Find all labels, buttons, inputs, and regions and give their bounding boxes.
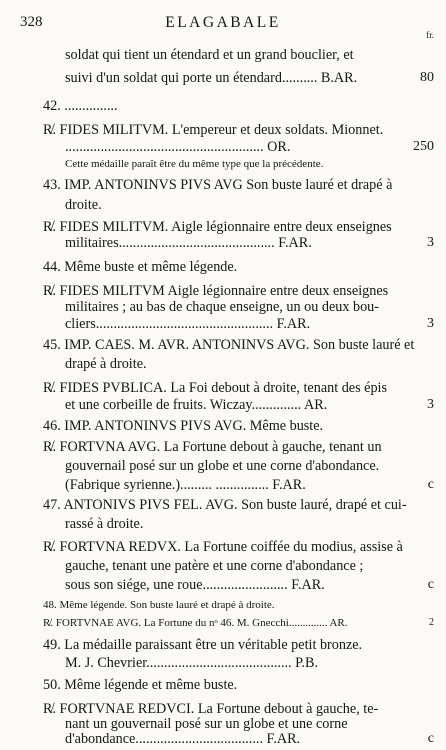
price-value: 3	[427, 397, 434, 412]
price-value: 3	[427, 316, 434, 331]
line-text: militaires ; au bas de chaque enseigne, un ou deux bou-	[65, 299, 380, 315]
text-line	[0, 95, 446, 117]
line-text: 43. IMP. ANTONINVS PIVS AVG Son buste lauré et drapé à	[43, 177, 393, 193]
line-text: gouvernail posé sur un globe et une corne d'abondance.	[65, 458, 380, 474]
line-text: M. J. Chevrier......................................... P.B.	[65, 655, 319, 671]
text-line	[0, 194, 446, 216]
text-line	[0, 415, 446, 437]
line-text: et une corbeille de fruits. Wiczay.............. AR.	[65, 397, 328, 413]
price-value: 2	[429, 617, 434, 628]
line-text: R̸. FIDES MILITVM. L'empereur et deux soldats. Mionnet.	[43, 122, 384, 138]
price-value: 3	[427, 235, 434, 250]
line-text: Cette médaille paraît être du même type que la précédente.	[65, 158, 324, 170]
line-text: drapé à droite.	[65, 356, 147, 372]
line-text: R̸. FIDES MILITVM Aigle légionnaire entre deux enseignes	[43, 283, 389, 299]
line-text: 49. La médaille paraissant être un véritable petit bronze.	[43, 637, 363, 653]
line-text: 44. Même buste et même légende.	[43, 259, 238, 275]
line-text: militaires............................................ F.AR.	[65, 235, 312, 251]
line-text: d'abondance.................................... F.AR.	[65, 731, 301, 747]
price-value: c	[427, 731, 434, 746]
text-line	[0, 394, 446, 416]
text-line	[0, 256, 446, 278]
line-text: R̸. FORTVNA REDVX. La Fortune coiffée du modius, assise à	[43, 539, 403, 555]
line-text: 42. ...............	[43, 98, 118, 114]
line-text: nant un gouvernail posé sur un globe et une corne	[65, 716, 348, 732]
line-text: R̸. FORTVNA AVG. La Fortune debout à gauche, tenant un	[43, 439, 382, 455]
running-title: ELAGABALE	[165, 14, 281, 31]
text-line	[0, 232, 446, 254]
price-value: c	[427, 577, 434, 592]
line-text: cliers.................................................. F.AR.	[65, 316, 311, 332]
text-line	[0, 574, 446, 596]
text-line	[0, 652, 446, 674]
text-line	[0, 67, 446, 89]
line-text: sous son siége, une roue........................ F.AR.	[65, 577, 325, 593]
text-line	[0, 174, 446, 196]
text-line	[0, 513, 446, 535]
text-line	[0, 313, 446, 335]
price-value: 80	[420, 70, 434, 85]
line-text: R̸. FIDES PVBLICA. La Foi debout à droite, tenant des épis	[43, 380, 388, 396]
text-line	[0, 153, 446, 175]
line-text: suivi d'un soldat qui porte un étendard.......... B.AR.	[65, 70, 358, 86]
price-value: 250	[413, 139, 434, 154]
line-text: soldat qui tient un étendard et un grand bouclier, et	[65, 47, 354, 63]
line-text: (Fabrique syrienne.)......... ............... F.AR.	[65, 477, 306, 493]
line-text: R̸. FORTVNAE AVG. La Fortune du nᵒ 46. M. Gnecchi.............. AR.	[43, 617, 348, 629]
line-text: ........................................................ OR.	[65, 139, 291, 155]
line-text: R̸. FORTVNAE REDVCI. La Fortune debout à gauche, te-	[43, 701, 379, 717]
line-text: 47. ANTONIVS PIVS FEL. AVG. Son buste lauré, drapé et cui-	[43, 497, 407, 513]
price-value: c	[427, 477, 434, 492]
text-line	[0, 612, 446, 634]
text-line	[0, 674, 446, 696]
line-text: 46. IMP. ANTONINVS PIVS AVG. Même buste.	[43, 418, 324, 434]
text-line	[0, 728, 446, 750]
line-text: 45. IMP. CAES. M. AVR. ANTONINVS AVG. Son buste lauré et	[43, 337, 415, 353]
line-text: 48. Même légende. Son buste lauré et drapé à droite.	[43, 599, 275, 611]
page-number: 328	[20, 14, 43, 30]
text-line	[0, 353, 446, 375]
line-text: gauche, tenant une patère et une corne d'abondance ;	[65, 558, 364, 574]
price-unit-label: fr.	[426, 30, 434, 40]
text-line	[0, 474, 446, 496]
page-header	[0, 14, 446, 36]
line-text: 50. Même légende et même buste.	[43, 677, 238, 693]
line-text: droite.	[65, 197, 102, 213]
line-text: R̸. FIDES MILITVM. Aigle légionnaire entre deux enseignes	[43, 219, 392, 235]
text-line	[0, 44, 446, 66]
line-text: rassé à droite.	[65, 516, 144, 532]
